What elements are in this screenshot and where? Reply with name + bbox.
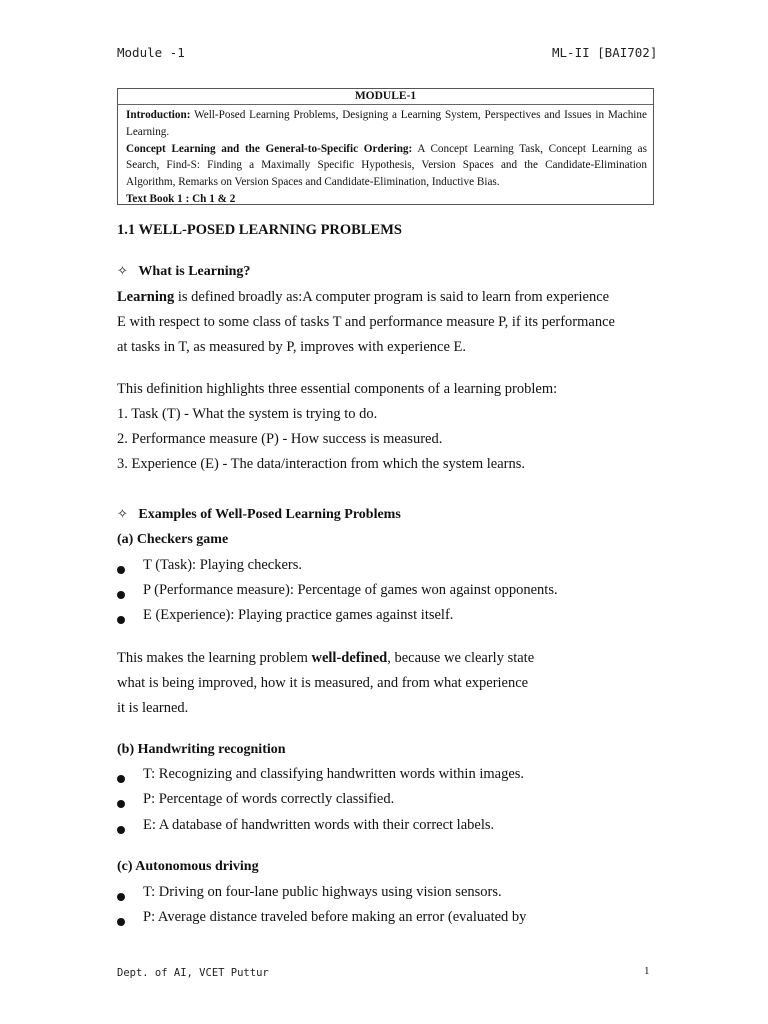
handwriting-experience: E: A database of handwritten words with their correct labels. <box>143 817 495 833</box>
what-is-learning-heading <box>117 264 250 280</box>
bullet-dot-icon <box>117 914 125 931</box>
concept-text-3: Algorithm, Remarks on Version Spaces and Candidate-Elimination, Inductive Bias. <box>126 176 500 189</box>
bullet-dot-icon <box>117 562 125 579</box>
syllabus-heading: MODULE-1 <box>118 89 653 105</box>
checkers-performance: P (Performance measure): Percentage of games won against opponents. <box>143 582 558 598</box>
syllabus-intro-line-1 <box>126 107 647 124</box>
syllabus-concept-line-1 <box>126 141 647 158</box>
bullet-dot-icon <box>117 587 125 604</box>
syllabus-box <box>117 88 654 205</box>
intro-label: Introduction: <box>126 109 191 121</box>
header-module: Module -1 <box>117 45 185 60</box>
components-intro: This definition highlights three essential components of a learning problem: <box>117 381 558 397</box>
driving-task: T: Driving on four-lane public highways using vision sensors. <box>143 884 502 900</box>
handwriting-title: (b) Handwriting recognition <box>117 742 286 757</box>
para-bold: well-defined <box>311 650 388 666</box>
bullet-dot-icon <box>117 796 125 813</box>
component-performance: 2. Performance measure (P) - How success is measured. <box>117 431 443 447</box>
checkers-title: (a) Checkers game <box>117 532 229 547</box>
driving-performance: P: Average distance traveled before making an error (evaluated by <box>143 909 527 925</box>
star-bullet-icon: ✧ <box>117 264 128 279</box>
bullet-dot-icon <box>117 771 125 788</box>
checkers-para-line-3: it is learned. <box>117 700 189 716</box>
definition-term: Learning <box>117 289 175 305</box>
checkers-task: T (Task): Playing checkers. <box>143 557 302 573</box>
checkers-para-line-1 <box>117 650 534 667</box>
bullet-dot-icon <box>117 889 125 906</box>
header-course-code: ML-II [BAI702] <box>552 45 658 60</box>
definition-line-1 <box>117 289 609 306</box>
page-number: 1 <box>644 965 650 977</box>
concept-text-2: Search, Find-S: Finding a Maximally Specific Hypothesis, Version Spaces and the Candidate-Elimination <box>126 159 647 172</box>
star-bullet-icon: ✧ <box>117 507 128 522</box>
concept-text-1: A Concept Learning Task, Concept Learning as <box>417 142 647 155</box>
examples-heading <box>117 507 401 523</box>
definition-text-1: is defined broadly as:A computer program is said to learn from experience <box>177 289 610 305</box>
definition-line-3: at tasks in T, as measured by P, improves with experience E. <box>117 339 466 355</box>
what-is-learning-text: What is Learning? <box>138 264 251 279</box>
para-post: , because we clearly state <box>387 650 535 666</box>
section-title: 1.1 WELL-POSED LEARNING PROBLEMS <box>117 222 402 238</box>
footer-department: Dept. of AI, VCET Puttur <box>117 967 269 979</box>
handwriting-performance: P: Percentage of words correctly classified. <box>143 791 395 807</box>
component-experience: 3. Experience (E) - The data/interaction from which the system learns. <box>117 456 525 472</box>
component-task: 1. Task (T) - What the system is trying to do. <box>117 406 378 422</box>
bullet-dot-icon <box>117 822 125 839</box>
handwriting-task: T: Recognizing and classifying handwritten words within images. <box>143 766 525 782</box>
para-pre: This makes the learning problem <box>117 650 312 666</box>
intro-text-2: Learning. <box>126 125 170 138</box>
examples-heading-text: Examples of Well-Posed Learning Problems <box>138 507 401 522</box>
definition-line-2: E with respect to some class of tasks T and performance measure P, if its performance <box>117 314 615 330</box>
driving-title: (c) Autonomous driving <box>117 859 259 874</box>
concept-label: Concept Learning and the General-to-Specific Ordering: <box>126 142 413 155</box>
bullet-dot-icon <box>117 612 125 629</box>
intro-text-1: Well-Posed Learning Problems, Designing a Learning System, Perspectives and Issues in Machine <box>194 109 647 121</box>
checkers-experience: E (Experience): Playing practice games against itself. <box>143 607 454 623</box>
checkers-para-line-2: what is being improved, how it is measured, and from what experience <box>117 675 529 691</box>
textbook-ref: Text Book 1 : Ch 1 & 2 <box>126 192 236 205</box>
